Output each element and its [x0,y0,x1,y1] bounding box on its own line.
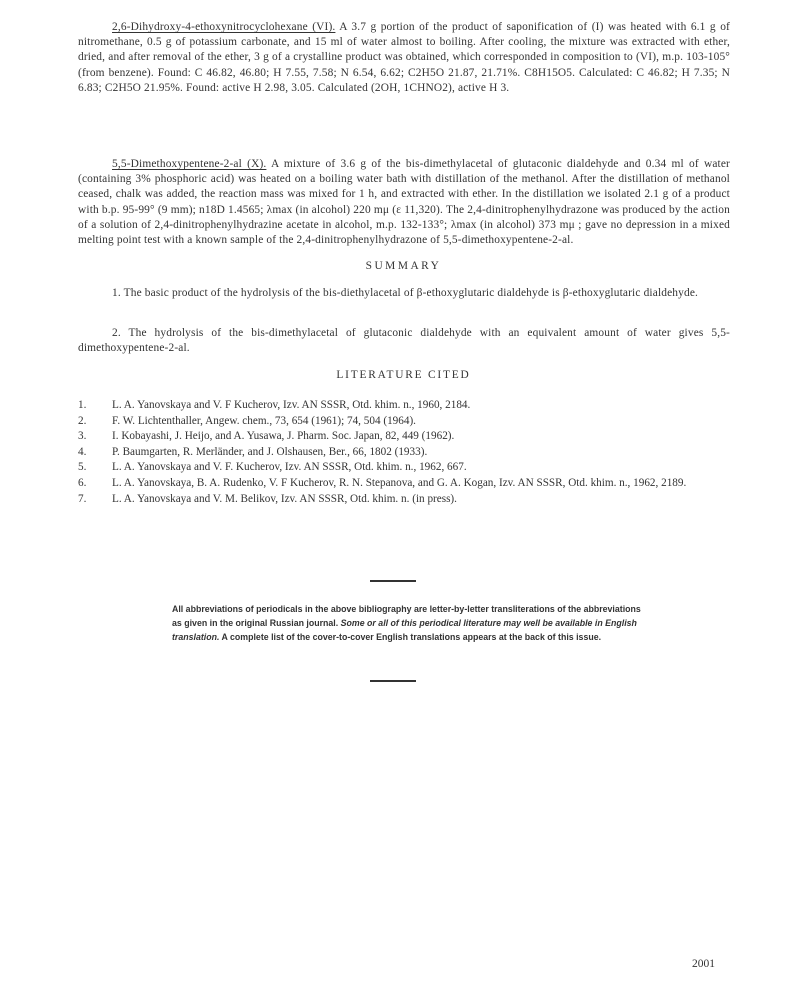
reference-item [78,492,730,508]
reference-number: 5. [78,461,87,474]
reference-text: P. Baumgarten, R. Merländer, and J. Olshausen, Ber., 66, 1802 (1933). [112,445,428,458]
reference-item [78,398,730,414]
reference-item [78,429,730,445]
summary-item-2 [78,326,730,356]
compound-title-vi: 2,6-Dihydroxy-4-ethoxynitrocyclohexane (VI). [112,21,336,33]
reference-text: L. A. Yanovskaya and V. F. Kucherov, Izv. AN SSSR, Otd. khim. n., 1962, 667. [112,461,467,474]
divider-rule-top [370,580,416,582]
reference-number: 4. [78,445,87,458]
note-text-2: Some or all of this periodical literature may well be available in English translation. [172,618,637,643]
paragraph-body-vi: A 3.7 g portion of the product of saponification of (I) was heated with 6.1 g of nitromethane, 0.5 g of potassium carbonate, and 15 ml of water almost to boiling. After cooling, the mixture was extracted with ether, dried, and after removal of the ether, 3 g of a crystalline product was obtained, which corresponded in composition to (VI), m.p. 103-105° (from benzene). Found: C 46.82, 46.80; H 7.55, 7.58; N 6.54, 6.62; C2H5O 21.87, 21.71%. C8H15O5. Calculated: C 46.82; H 7.35; N 6.83; C2H5O 21.95%. Found: active H 2.98, 3.05. Calculated (2OH, 1CHNO2), active H 3. [78,21,730,94]
compound-title-x: 5,5-Dimethoxypentene-2-al (X). [112,158,267,170]
summary-item-1-text: 1. The basic product of the hydrolysis of the bis-diethylacetal of β-ethoxyglutaric dialdehyde is β-ethoxyglutaric dialdehyde. [112,287,699,299]
summary-item-2-text: 2. The hydrolysis of the bis-dimethylacetal of glutaconic dialdehyde with an equivalent amount of water gives 5,5-dimethoxypentene-2-al. [78,327,730,355]
reference-text: L. A. Yanovskaya and V. F Kucherov, Izv. AN SSSR, Otd. khim. n., 1960, 2184. [112,399,471,411]
reference-text: F. W. Lichtenthaller, Angew. chem., 73, 654 (1961); 74, 504 (1964). [112,414,416,427]
reference-list [78,398,730,507]
reference-number: 7. [78,492,87,505]
note-text-1: All abbreviations of periodicals in the above bibliography are letter-by-letter transliterations of the abbreviations as given in the original Russian journal. [172,604,641,629]
divider-rule-bottom [370,680,416,682]
literature-heading: LITERATURE CITED [336,369,471,381]
reference-text: I. Kobayashi, J. Heijo, and A. Yusawa, J. Pharm. Soc. Japan, 82, 449 (1962). [112,430,455,443]
page-number: 2001 [692,958,715,970]
reference-number: 3. [78,430,87,443]
reference-item [78,414,730,430]
reference-text: L. A. Yanovskaya and V. M. Belikov, Izv. AN SSSR, Otd. khim. n. (in press). [112,492,457,505]
reference-number: 6. [78,476,87,489]
note-text-3: A complete list of the cover-to-cover English translations appears at the back of this issue. [221,632,602,643]
reference-item [78,445,730,461]
reference-item [78,460,730,476]
paragraph-body-x: A mixture of 3.6 g of the bis-dimethylacetal of glutaconic dialdehyde and 0.34 ml of water (containing 3% phosphoric acid) was heated on a boiling water bath with distillation of the methanol. After the distillation of methanol ceased, chalk was added, the reaction mass was mixed for 1 h, and extracted with ether. In the distillation we isolated 2.1 g of a product with b.p. 95-99° (9 mm); n18D 1.4565; λmax (in alcohol) 220 mμ (ε 11,320). The 2,4-dinitrophenylhydrazone was produced by the action of a solution of 2,4-dinitrophenylhydrazine acetate in alcohol, m.p. 132-133°; λmax (in alcohol) 373 mμ ; gave no depression in a mixed melting point test with a known sample of the 2,4-dinitrophenylhydrazone of 5,5-dimethoxypentene-2-al. [78,158,731,247]
summary-item-1 [78,286,730,301]
experimental-paragraph-x [78,157,730,248]
experimental-paragraph-vi [78,20,730,96]
translation-note [172,602,642,645]
reference-number: 2. [78,414,87,427]
reference-number: 1. [78,399,87,411]
summary-heading: SUMMARY [365,260,442,272]
reference-text: L. A. Yanovskaya, B. A. Rudenko, V. F Kucherov, R. N. Stepanova, and G. A. Kogan, Izv. AN SSSR, Otd. khim. n., 1962, 2189. [112,476,687,489]
reference-item [78,476,730,492]
